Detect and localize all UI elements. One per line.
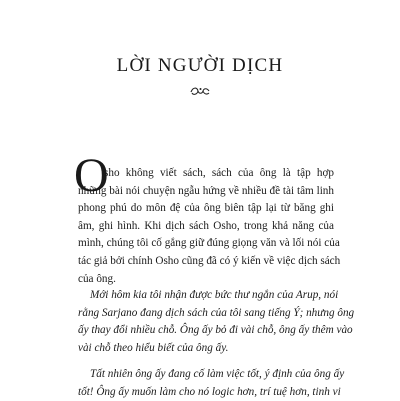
paragraph-line: những bài nói chuyện ngẫu hứng về nhiều đề tài tâm linh [78, 184, 334, 197]
paragraph-line: Tất nhiên ông ấy đang cố làm việc tốt, ý định của ông ấy [90, 368, 345, 380]
paragraph-line: tác giả bởi chính Osho cũng đã có ý kiến về việc dịch sách [78, 254, 341, 267]
paragraph-line: Mới hôm kia tôi nhận được bức thư ngắn của Arup, nói [90, 289, 339, 301]
paragraph-2-quote [78, 287, 355, 357]
paragraph-line: phong phú do môn đệ của ông biên tập lại từ băng ghi [78, 202, 334, 215]
fleuron-swash-icon [189, 85, 211, 97]
drop-cap: O [74, 149, 109, 202]
paragraph-line: ấy thay đổi nhiều chỗ. Ông ấy bỏ đi vài chỗ, ông ấy thêm vào [78, 324, 353, 337]
paragraph-line: vài chỗ theo hiểu biết của ông ấy. [78, 341, 229, 354]
paragraph-line: âm, ghi hình. Khi dịch sách Osho, trong khả năng của [78, 219, 334, 232]
paragraph-1 [78, 165, 341, 288]
paragraph-line: của ông. [78, 272, 116, 285]
paragraph-line: mình, chúng tôi cố gắng giữ đúng giọng văn và lối nói của [78, 237, 340, 250]
paragraph-line: sho không viết sách, sách của ông là tập hợp [104, 167, 334, 179]
chapter-title: LỜI NGƯỜI DỊCH [116, 55, 284, 76]
ornament [0, 84, 400, 98]
paragraph-line: rằng Sarjano đang dịch sách của tôi sang tiếng Ý; nhưng ông [78, 306, 355, 319]
paragraph-3-quote [78, 366, 345, 401]
paragraph-line: tốt! Ông ấy muốn làm cho nó logic hơn, trí tuệ hơn, tinh vi [78, 385, 341, 398]
